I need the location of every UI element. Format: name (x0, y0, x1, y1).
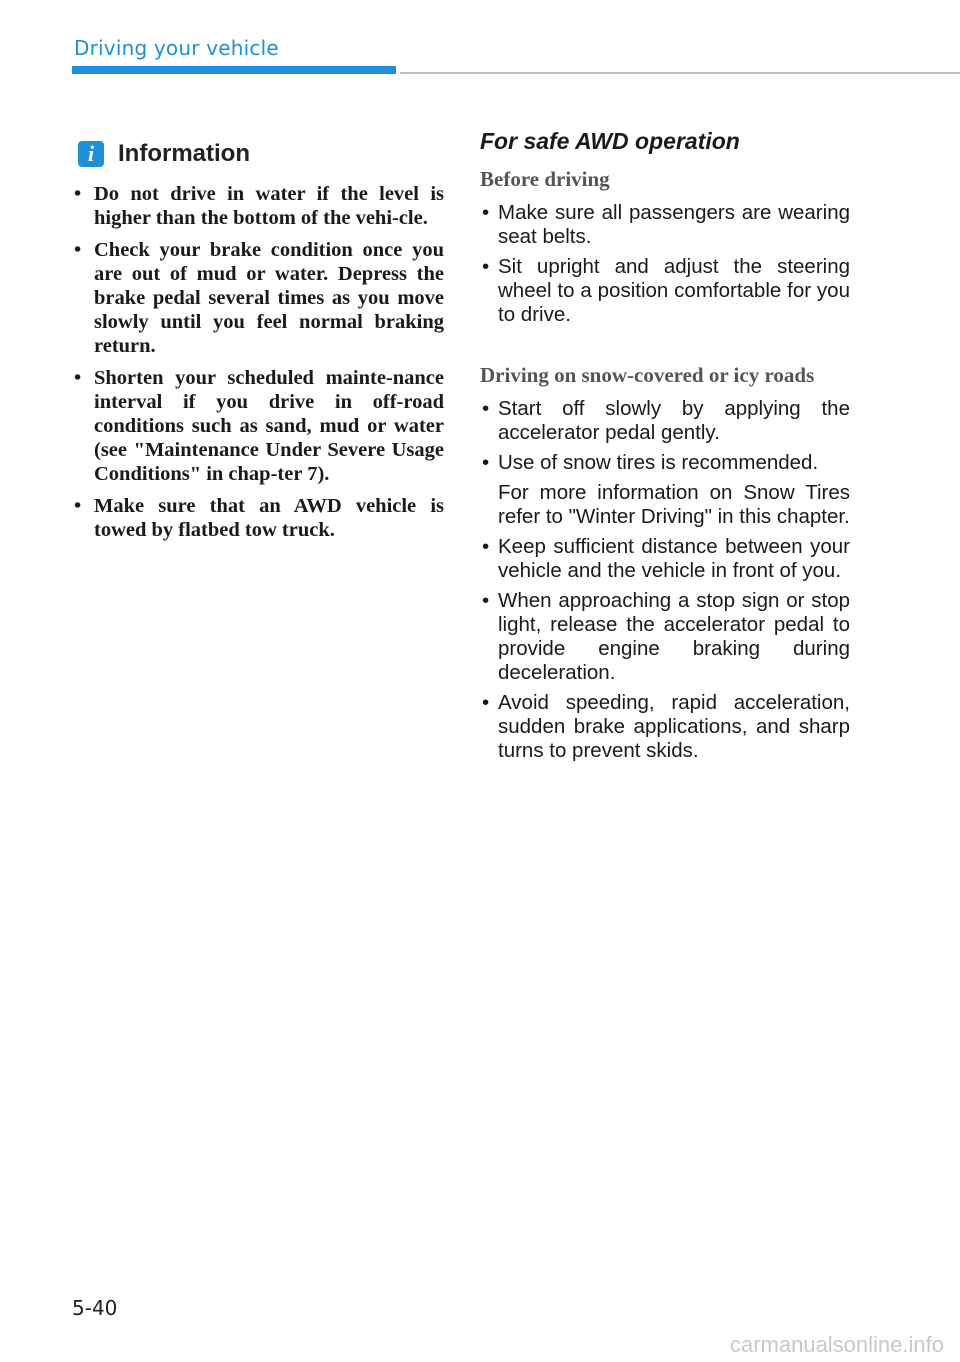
watermark: carmanualsonline.info (729, 1332, 944, 1357)
list-item-text: When approaching a stop sign or stop light, release the accelerator pedal to provide engine braking during deceleration. (498, 589, 850, 684)
information-list (72, 182, 444, 542)
list-item-text: Check your brake condition once you are out of mud or water. Depress the brake pedal several times as you move slowly until you feel normal braking return. (94, 239, 444, 357)
list-item (480, 255, 850, 327)
bullet-icon: • (74, 183, 82, 205)
list-item-text: Shorten your scheduled mainte-nance interval if you drive in off-road conditions such as sand, mud or water (see "Maintenance Under Severe Usage Conditions" in chap-ter 7). (94, 367, 444, 485)
header-accent-bar (72, 66, 396, 74)
list-item-text: Make sure all passengers are wearing seat belts. (498, 201, 850, 248)
information-heading (72, 134, 444, 174)
list-item-text: Make sure that an AWD vehicle is towed by flatbed tow truck. (94, 495, 444, 541)
list-item (480, 589, 850, 685)
list-item (480, 397, 850, 445)
information-title: Information (118, 140, 250, 167)
bullet-icon: • (482, 397, 490, 420)
bullet-icon: • (74, 239, 82, 261)
bullet-icon: • (482, 691, 490, 714)
before-driving-list (480, 201, 850, 327)
bullet-icon: • (74, 367, 82, 389)
snow-tires-note: For more information on Snow Tires refer to "Winter Driving" in this chapter. (498, 481, 850, 528)
list-item (480, 451, 850, 529)
list-item-text: Sit upright and adjust the steering wheel to a position comfortable for you to drive. (498, 255, 850, 326)
list-item (480, 535, 850, 583)
list-item (72, 182, 444, 230)
awd-section-title: For safe AWD operation (480, 128, 740, 154)
bullet-icon: • (482, 535, 490, 558)
list-item-text: Use of snow tires is recommended. (498, 451, 819, 474)
bullet-icon: • (482, 589, 490, 612)
page-section-title: Driving your vehicle (74, 36, 279, 60)
bullet-icon: • (482, 255, 490, 278)
info-icon: i (78, 141, 104, 167)
list-item (480, 691, 850, 763)
header-rule (400, 72, 960, 74)
list-item-text: Avoid speeding, rapid acceleration, sudden brake applications, and sharp turns to prevent skids. (498, 691, 850, 762)
before-driving-title: Before driving (480, 167, 610, 191)
bullet-icon: • (482, 201, 490, 224)
list-item-text: Do not drive in water if the level is higher than the bottom of the vehi-cle. (94, 183, 444, 229)
page-number: 5-40 (72, 1296, 118, 1320)
list-item-text: Keep sufficient distance between your vehicle and the vehicle in front of you. (498, 535, 850, 582)
list-item (72, 366, 444, 486)
list-item (480, 201, 850, 249)
list-item-text: Start off slowly by applying the accelerator pedal gently. (498, 397, 850, 444)
awd-operation-section (480, 128, 850, 769)
snow-driving-title: Driving on snow-covered or icy roads (480, 363, 815, 387)
list-item (72, 494, 444, 542)
bullet-icon: • (74, 495, 82, 517)
information-box (72, 134, 444, 550)
list-item (72, 238, 444, 358)
bullet-icon: • (482, 451, 490, 474)
snow-driving-list (480, 397, 850, 763)
